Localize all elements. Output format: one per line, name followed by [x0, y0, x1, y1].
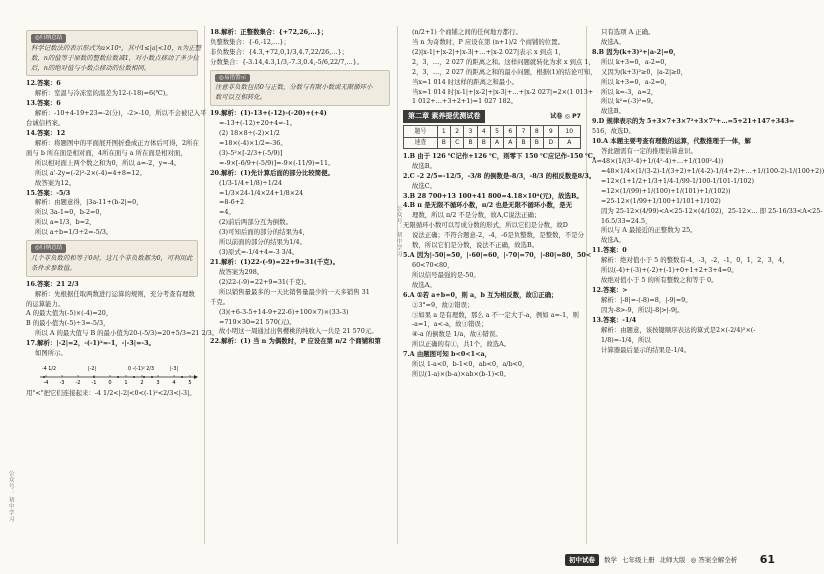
- answer-line: 故选A。: [601, 37, 625, 46]
- answer-line: 非负数集合：{4.3,+72,0,1/3,4.7,22/26,…}；: [210, 47, 349, 56]
- answer-line: 解析：室温与冷冻室的温差为12-(-18)=6(℃)。: [35, 89, 172, 98]
- answer-line: 所以销售量最多的一天比销售量最少的一天多销售 31: [219, 287, 370, 296]
- table-cell: C: [450, 137, 463, 148]
- answer-line: 13.答案：-1/4: [592, 315, 637, 324]
- answer-line: 4.B π 是无限不循环小数，π/2 也是无限不循环小数，是无: [403, 201, 573, 210]
- page-number: 61: [759, 553, 775, 567]
- answer-line: =25-12×(1/99+1/100+1/101+1/102): [601, 196, 721, 205]
- answer-line: 2.C -2 2/5=-12/5，-3/8 的倒数是-8/3，-8/3 的相反数是8/3。: [403, 171, 596, 180]
- table-cell: 题号: [404, 126, 438, 137]
- answer-line: 理数，所以 π/2 不是分数，故A,C说法正确；: [412, 211, 541, 220]
- answer-block: [26, 79, 207, 238]
- answer-line: 16.答案：21 2/3: [26, 279, 79, 288]
- answer-line: 18.解析：正整数集合：{+72,26,…}；: [210, 28, 328, 36]
- table-cell: A: [490, 137, 503, 148]
- answer-line: 1 012+…+3+2+1)=1 027 182。: [412, 97, 518, 106]
- answer-line: 故选B。: [601, 107, 625, 116]
- answer-line: ②3°=9，故②错误；: [412, 300, 474, 309]
- point-label: |-3|: [170, 367, 179, 373]
- point-label: 0 -(-1)² 2/3: [128, 367, 155, 373]
- answer-line: (1/3-1/4+1/8)÷1/24: [219, 178, 283, 187]
- answer-line: 所以前面的部分的结果为1/4。: [219, 238, 306, 247]
- answer-line: 21.解析：(1)22-(-9)=22+9=31(千克)。: [210, 258, 339, 267]
- answer-line: 所以正确的有①，共1个，故选A。: [412, 340, 511, 349]
- answer-line: (3)(+6-3-5+14-9+22-6)+100×7)×(33-3): [219, 307, 349, 316]
- summary-line: 科学记数法的表示形式为a×10ⁿ，其中1≤|a|<10，n为正整: [31, 43, 202, 52]
- answer-line: 所以 k+3=0，a-2=0，: [601, 57, 671, 66]
- answer-line: 解析：将题图中的平面展开图折叠成正方体后可得，2所在: [35, 138, 199, 147]
- table-cell: 7: [517, 126, 530, 137]
- answer-block: [592, 28, 824, 355]
- answer-line: 千克。: [210, 297, 230, 306]
- footer-subject: 数学: [604, 555, 617, 564]
- answer-line: 台诚信档案。: [26, 119, 65, 128]
- point-mark: [151, 376, 153, 378]
- answer-line: =719×30=21 570(元)。: [219, 317, 296, 326]
- number-line: [38, 362, 198, 386]
- table-cell: B: [437, 137, 450, 148]
- answer-line: 13.答案：6: [26, 99, 61, 108]
- table-row: [404, 137, 581, 148]
- answer-line: 当x=1 014 时这样的距离之和最小。: [412, 77, 518, 86]
- page-footer: [565, 553, 775, 567]
- answer-line: (2)22-(-9)=22+9=31(千克)。: [219, 277, 311, 286]
- answer-line: 解析：由题意得，|3a-11+(b-2|=0，: [35, 198, 143, 207]
- table-cell: 4: [477, 126, 490, 137]
- answer-block: [403, 28, 597, 107]
- answer-line: A=48×(1/(3²-4)+1/(4²-4)+…+1/(100²-4)): [592, 156, 724, 165]
- tick-label: -1: [91, 380, 97, 387]
- warning-tag: ◎ 易错警示: [215, 74, 250, 83]
- tick-label: 2: [140, 380, 144, 387]
- footer-badge: 初中试卷: [565, 554, 599, 566]
- answer-line: 所以(-4)+(-3)+(-2)+(-1)+0+1+2+3+4=0。: [601, 266, 738, 275]
- answer-line: =48×1/4×(1/(3-2)-1/(3+2)+1/(4-2)-1/(4+2)+…+1/(100-2)-1/(100+2)): [601, 166, 824, 175]
- warning-line: 数可以互相转化。: [215, 93, 267, 102]
- answer-line: =-13+(-12)+20+4=-1。: [219, 119, 297, 128]
- answer-line: (3)可知后面的部分的结果为4，: [219, 228, 309, 237]
- answer-line: 所以 1-a<0，b-1<0，ab<0，a/b<0，: [412, 360, 529, 369]
- answer-line: 14.答案：12: [26, 129, 66, 138]
- answer-line: 又因为(k+3)²≥0，|a-2|≥0，: [601, 67, 687, 76]
- point-mark: [143, 376, 145, 378]
- tick-label: -3: [59, 380, 65, 387]
- summary-line: 数，n的值等于原数的整数位数减1，对小数点移动了多少位: [31, 53, 199, 62]
- column-divider: [397, 26, 398, 544]
- answer-line: 负整数集合：{-6,-12,…}；: [210, 37, 290, 46]
- point-mark: [93, 376, 95, 378]
- answer-line: 15.答案：-5/3: [26, 188, 71, 197]
- answer-line: 8.B 因为(k+3)²+|a-2|=0，: [592, 47, 680, 56]
- answer-line: -a=1，a<-a，故③错误；: [412, 320, 488, 329]
- point-mark: [133, 376, 135, 378]
- answer-line: 当 n 为奇数时，P 应设在第 (n+1)/2 个商铺的位置。: [412, 37, 564, 46]
- answer-line: 无限循环小数可以写成分数的形式，所以它们是分数，故D: [403, 221, 568, 230]
- table-cell: 2: [450, 126, 463, 137]
- answer-line: 如图所示。: [35, 349, 67, 358]
- answer-line: 解析：先根据任取两数进行运算的规则，充分考查有理数: [35, 289, 195, 298]
- footer-key: ◎ 答案全解全析: [690, 555, 738, 564]
- answer-line: 所以 A 的最大值与 B 的最小值为20-(-5/3)=20+5/3=21 2/3。: [35, 329, 219, 338]
- answer-line: 1/8)=-1/4，所以: [601, 335, 651, 344]
- answer-line: 所以 a'-2y=(-2)²-2×(-4)=4+8=12。: [35, 168, 146, 177]
- answer-line: 所以 3a-1=0，b-2=0，: [35, 208, 106, 217]
- tick-label: 1: [124, 380, 128, 387]
- answer-line: A 的最大值为(-5)×(-4)=20，: [26, 309, 113, 318]
- footer-grade: 七年级上册: [622, 555, 655, 564]
- answer-line: 516，故选D。: [592, 127, 635, 136]
- answer-line: 9.D 规律表示的为 5+3×7+3×7²+3×7³+…=5+21+147+343=: [592, 117, 795, 126]
- answer-block: [26, 279, 219, 359]
- quick-answer-table: [403, 125, 581, 149]
- answer-line: 所以(1-a)×(b-a)×ab×(b-1)<0。: [412, 370, 510, 379]
- answer-line: 数，所以它们是分数，说法不正确，故选B。: [412, 241, 539, 250]
- answer-line: 解析：绝对值小于 5 的整数有-4，-3，-2，-1，0，1，2，3，4，: [601, 256, 789, 265]
- answer-line: 11.答案：0: [592, 246, 627, 255]
- answer-line: 的运算能力。: [26, 299, 65, 308]
- answer-line: 故选A。: [601, 236, 625, 245]
- table-cell: 9: [543, 126, 558, 137]
- tick-label: 0: [108, 380, 112, 387]
- answer-line: 答此题需有一定的推理估算意识。: [601, 147, 697, 156]
- point-mark: [117, 376, 119, 378]
- answer-line: 22.解析：(1) 当 n 为偶数时，P 应设在第 n/2 个商铺和第: [210, 337, 381, 346]
- answer-line: 所以 k²=(-3)²=9。: [601, 97, 658, 106]
- table-cell: D: [543, 137, 558, 148]
- answer-line: 分数集合：{-3.14,4.3,1/3,-7.3,0.4,-5/6,22/7,…}。: [210, 57, 364, 66]
- section-ref: 试卷 ◎ P7: [550, 112, 581, 120]
- answer-line: =12×(1/(99)+1/(100)+1/(101)+1/(102)): [601, 186, 731, 195]
- point-label: |-2|: [88, 367, 97, 373]
- table-cell: B: [477, 137, 490, 148]
- answer-line: 6.A ①若 a+b=0，则 a，b 互为相反数，故①正确；: [403, 290, 558, 299]
- column-1: [26, 28, 219, 544]
- answer-line: 用"<"把它们连接起来：-4 1/2<|-2|<0<(-1)²<2/3<|-3|。: [26, 389, 196, 398]
- answer-block: [403, 151, 600, 380]
- summary-tag: ◎ 归纳总结: [31, 244, 66, 253]
- summary-line: 条件求参数值。: [31, 263, 76, 272]
- footer-edition: 北师大版: [659, 555, 686, 564]
- answer-line: 因为-8>-9，所以|-8|>|-9|。: [601, 305, 684, 314]
- answer-line: 19.解析：(1)-13+(-12)-(-20)+(+4): [210, 109, 327, 118]
- answer-line: =18×(-4)×1/2=-36。: [219, 138, 287, 147]
- answer-line: 12.答案：>: [592, 285, 628, 294]
- table-cell: 10: [558, 126, 580, 137]
- warning-line: 注意非负数包括0与正数，分数与有限小数或无限循环小: [215, 83, 373, 92]
- summary-line: 后，n的绝对值与小数点移动的位数相同。: [31, 63, 151, 72]
- table-cell: 6: [504, 126, 517, 137]
- answer-line: 2，3，…，2 027 的距离之和的最小问题，根据(1)的结论可知，: [412, 67, 597, 76]
- answer-line: 计算器最后显示的结果是-1/4。: [601, 345, 691, 354]
- answer-line: (2)|x-1|+|x-2|+|x-3|+…+|x-2 027|表示 x 到点 1，: [412, 47, 565, 56]
- table-cell: A: [504, 137, 517, 148]
- answer-block: [210, 28, 390, 68]
- column-3: [403, 28, 600, 544]
- answer-line: =1/3×24-1/4×24+1/8×24: [219, 188, 304, 197]
- side-watermark: 公众号：初中学习: [7, 470, 14, 523]
- warning-box: [210, 70, 390, 107]
- answer-line: 12.答案：6: [26, 79, 61, 88]
- answer-line: 1.B 由于 126 ℃记作+126 ℃，则零下 150 ℃应记作-150 ℃。: [403, 151, 600, 160]
- answer-line: 所以 k=-3，a=2，: [601, 87, 658, 96]
- answer-line: B 的最小值为(-5)÷3=-5/3，: [26, 319, 110, 328]
- summary-box: [26, 30, 202, 76]
- table-row: [404, 126, 581, 137]
- table-cell: 5: [490, 126, 503, 137]
- answer-line: 当x=1 014 时|x-1|+|x-2|+|x-3|+…+|x-2 027|=2×(1 013+: [412, 87, 594, 96]
- column-2: [210, 28, 390, 544]
- answer-line: 解析：-10+4-19+23=-2(分)，-2>-10，所以不会被记入平: [35, 109, 207, 118]
- point-mark: [43, 376, 45, 378]
- answer-line: 面与 b 所在面是相对面，4所在面与 a 所在面是相对面，: [26, 148, 187, 157]
- answer-line: 10.A 本题主要考查有理数的运算，代数推理于一体，解: [592, 137, 751, 146]
- answer-line: (n/2+1) 个商铺之间的任何地方都行。: [412, 28, 522, 36]
- answer-line: 故答案为298。: [219, 267, 264, 276]
- section-header: [403, 110, 581, 123]
- answer-line: 所以 k+3=0，a-2=0，: [601, 77, 671, 86]
- tick-label: -4: [43, 380, 49, 387]
- answer-line: 5.A 因为|-50|=50，|-60|=60，|-70|=70，|-80|=80，50<: [403, 251, 592, 260]
- answer-line: (3)原式=-1/4+4=-3 3/4。: [219, 248, 299, 257]
- answer-line: 解析：由题意，该按键顺序表达的算式是2×(-2/4)²×(-: [601, 325, 756, 334]
- answer-line: 所以 a=1/3，b=2，: [35, 218, 96, 227]
- point-mark: [181, 376, 183, 378]
- answer-line: 只有选项 A 正确。: [601, 28, 655, 36]
- answer-line: (2) 18×8÷(-2)×1/2: [219, 129, 280, 138]
- summary-box: [26, 240, 198, 277]
- tick-label: 5: [188, 380, 192, 387]
- answer-line: 16.5/33=24.5，: [601, 216, 652, 225]
- answer-line: 故绝对值小于 5 的所有整数之和等于 0。: [601, 276, 718, 285]
- answer-line: 故选C。: [412, 181, 437, 190]
- answer-line: 故选A。: [412, 280, 436, 289]
- answer-line: =8-6+2: [219, 198, 245, 207]
- answer-block: [210, 109, 390, 347]
- answer-line: 故选B。: [412, 161, 436, 170]
- column-divider: [586, 26, 587, 544]
- answer-line: 20.解析：(1)先计算后面的部分比较简便。: [210, 168, 334, 177]
- table-cell: 速查: [404, 137, 438, 148]
- column-4: [592, 28, 824, 544]
- answer-line: 故小明这一周通过出售樱桃的纯收入一共是 21 570元。: [219, 327, 378, 336]
- point-label: -4 1/2: [42, 367, 57, 373]
- table-cell: B: [517, 137, 530, 148]
- answer-line: 60<70<80，: [412, 260, 454, 269]
- tick-label: 3: [156, 380, 160, 387]
- answer-line: 说法正确；不符合题意-2，-4，-6是负整数，是整数，不是分: [412, 231, 585, 240]
- column-divider: [204, 26, 205, 544]
- table-cell: A: [558, 137, 580, 148]
- answer-line: 所以与 A 最接近的正整数为 25。: [601, 226, 697, 235]
- answer-line: 因为 25-12×(4/99)<A<25-12×(4/102)，25-12×... 即 25-16/33<A<25-: [601, 206, 823, 215]
- summary-tag: ◎ 归纳总结: [31, 34, 66, 43]
- summary-line: 几个非负数的和等于0时，这几个非负数都为0，可利用此: [31, 253, 193, 262]
- answer-line: 17.解析：|-2|=2，-(-1)²=-1，-|-3|=-3。: [26, 339, 155, 348]
- tick-label: -2: [75, 380, 81, 387]
- answer-line: ③如果 a 是有理数，那么 a 不一定大于-a，例如 a=-1，则: [412, 310, 579, 319]
- table-cell: B: [464, 137, 477, 148]
- answer-line: 7.A 由题图可知 b<0<1<a，: [403, 350, 491, 359]
- answer-line: 所以 a÷b=1/3÷2=-5/3。: [35, 228, 113, 237]
- answer-line: 解析：|-8|=-(-8)=8，|-9|=9。: [601, 295, 692, 304]
- answer-line: (2)前后两部分互为倒数。: [219, 218, 292, 227]
- table-cell: B: [530, 137, 543, 148]
- answer-line: =12×(1+1/2+1/3+1/4-1/99-1/100-1/101-1/102): [601, 176, 755, 185]
- tick-label: 4: [172, 380, 176, 387]
- answer-line: =4。: [219, 208, 235, 217]
- answer-line: 2，3，…，2 027 的距离之和。这样问题就转化为求 x 到点 1，: [412, 57, 595, 66]
- section-title: 第二章 素养提优测试卷: [403, 110, 485, 123]
- answer-line: 故答案为12。: [35, 178, 76, 187]
- table-cell: 8: [530, 126, 543, 137]
- answer-line: 所以信号最强的是-50。: [412, 270, 480, 279]
- answer-line: 所以相对面上两个数之和为0，所以 a=-2，y=-4。: [35, 158, 181, 167]
- side-watermark: 公众号：初中学习: [395, 205, 402, 258]
- number-line-graphic: [38, 362, 198, 386]
- answer-line: 3.B 28 700+13 100+41 800=4.18×10⁴(元)，故选B。: [403, 191, 583, 200]
- answer-line: ④-a 的倒数是 1/a，故④错误。: [412, 330, 502, 339]
- table-cell: 3: [464, 126, 477, 137]
- answer-line: =-9×[-6/9+(-5/9)]=-9×(-11/9)=11。: [219, 158, 335, 167]
- table-cell: 1: [437, 126, 450, 137]
- answer-line: (3)-5²×[-2/3+(-5/9)]: [219, 148, 283, 157]
